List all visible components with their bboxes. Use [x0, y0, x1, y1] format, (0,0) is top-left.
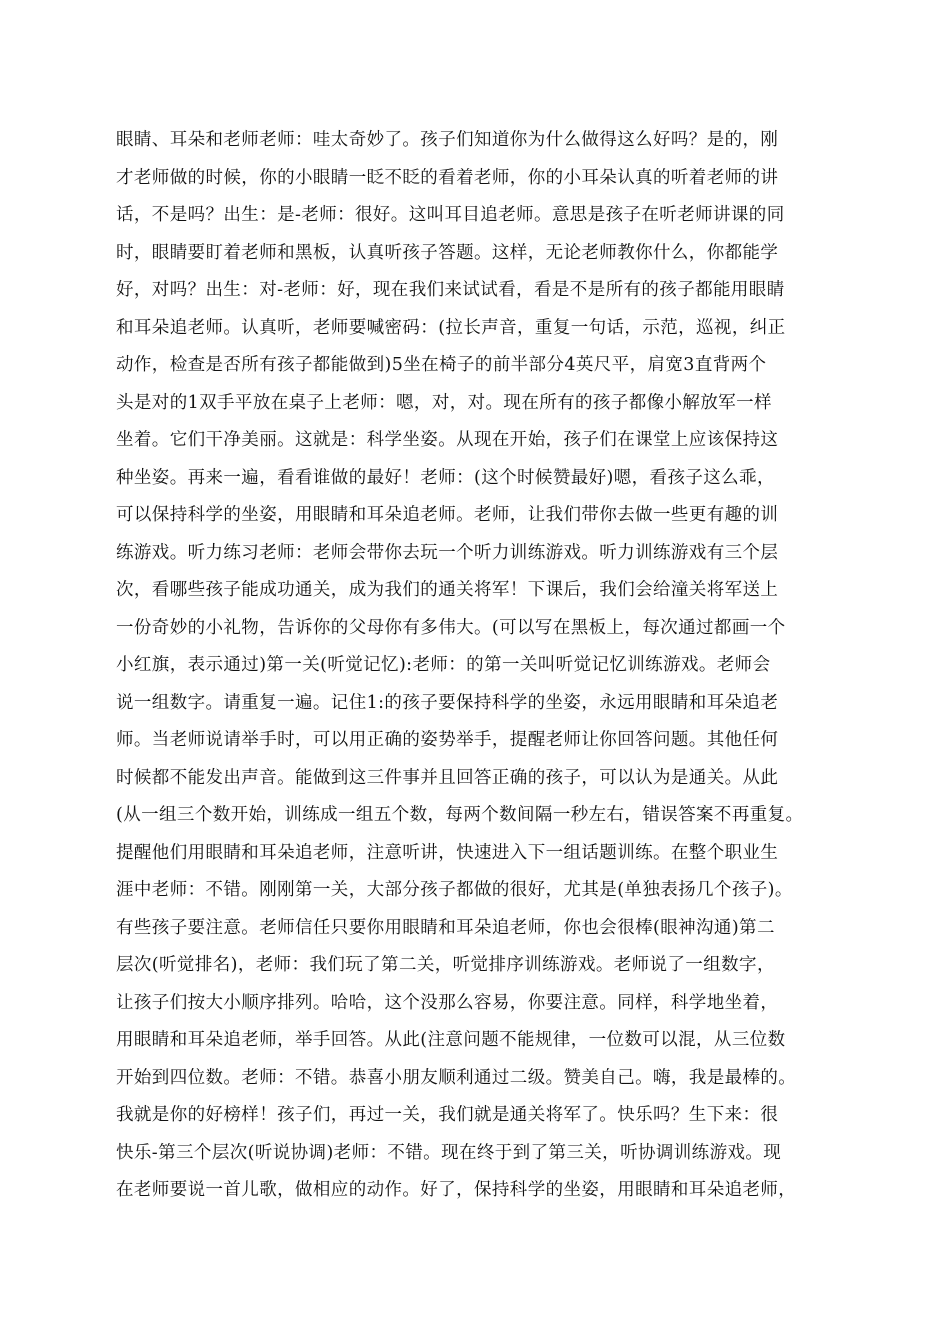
text-line: 师。当老师说请举手时，可以用正确的姿势举手，提醒老师让你回答问题。其他任何: [116, 730, 779, 750]
text-line: 话，不是吗？出生：是-老师：很好。这叫耳目追老师。意思是孩子在听老师讲课的同: [116, 205, 785, 225]
text-line: 有些孩子要注意。老师信任只要你用眼睛和耳朵追老师，你也会很棒(眼神沟通)第二: [116, 917, 775, 938]
text-line: 一份奇妙的小礼物，告诉你的父母你有多伟大。(可以写在黑板上，每次通过都画一个: [116, 617, 786, 638]
text-line: 好，对吗？出生：对-老师：好，现在我们来试试看，看是不是所有的孩子都能用眼睛: [116, 280, 785, 300]
text-line: 说一组数字。请重复一遍。记住1:的孩子要保持科学的坐姿，永远用眼睛和耳朵追老: [116, 692, 779, 713]
text-line: 小红旗，表示通过)第一关(听觉记忆):老师：的第一关叫听觉记忆训练游戏。老师会: [116, 655, 771, 675]
text-line: (从一组三个数开始，训练成一组五个数，每两个数间隔一秒左右，错误答案不再重复。: [116, 805, 804, 825]
text-line: 时候都不能发出声音。能做到这三件事并且回答正确的孩子，可以认为是通关。从此: [116, 767, 779, 788]
body-text: [116, 122, 846, 1210]
text-line: 头是对的1双手平放在桌子上老师：嗯，对，对。现在所有的孩子都像小解放军一样: [116, 392, 772, 413]
text-line: 动作，检查是否所有孩子都能做到)5坐在椅子的前半部分4英尺平，肩宽3直背两个: [116, 355, 767, 375]
text-line: 我就是你的好榜样！孩子们，再过一关，我们就是通关将军了。快乐吗？生下来：很: [116, 1105, 779, 1125]
text-line: 在老师要说一首儿歌，做相应的动作。好了，保持科学的坐姿，用眼睛和耳朵追老师，: [116, 1180, 797, 1200]
text-line: 和耳朵追老师。认真听，老师要喊密码：(拉长声音，重复一句话，示范，巡视，纠正: [116, 317, 786, 338]
text-line: 涯中老师：不错。刚刚第一关，大部分孩子都做的很好，尤其是(单独表扬几个孩子)。: [116, 880, 793, 900]
text-line: 开始到四位数。老师：不错。恭喜小朋友顺利通过二级。赞美自己。嗨，我是最棒的。: [116, 1067, 797, 1088]
text-line: 层次(听觉排名)，老师：我们玩了第二关，听觉排序训练游戏。老师说了一组数字，: [116, 955, 775, 975]
text-line: 让孩子们按大小顺序排列。哈哈，这个没那么容易，你要注意。同样，科学地坐着，: [116, 992, 779, 1013]
text-line: 时，眼睛要盯着老师和黑板，认真听孩子答题。这样，无论老师教你什么，你都能学: [116, 242, 779, 263]
text-line: 坐着。它们干净美丽。这就是：科学坐姿。从现在开始，孩子们在课堂上应该保持这: [116, 430, 779, 450]
text-line: 次，看哪些孩子能成功通关，成为我们的通关将军！下课后，我们会给潼关将军送上: [116, 580, 779, 600]
text-line: 才老师做的时候，你的小眼睛一眨不眨的看着老师，你的小耳朵认真的听着老师的讲: [116, 167, 779, 188]
text-line: 提醒他们用眼睛和耳朵追老师，注意听讲，快速进入下一组话题训练。在整个职业生: [116, 842, 779, 863]
text-line: 用眼睛和耳朵追老师，举手回答。从此(注意问题不能规律，一位数可以混，从三位数: [116, 1030, 786, 1050]
text-line: 种坐姿。再来一遍，看看谁做的最好！老师：(这个时候赞最好)嗯，看孩子这么乖，: [116, 467, 775, 488]
text-line: 眼睛、耳朵和老师老师：哇太奇妙了。孩子们知道你为什么做得这么好吗？是的，刚: [116, 130, 779, 150]
text-line: 可以保持科学的坐姿，用眼睛和耳朵追老师。老师，让我们带你去做一些更有趣的训: [116, 505, 779, 525]
text-line: 快乐-第三个层次(听说协调)老师：不错。现在终于到了第三关，听协调训练游戏。现: [116, 1142, 782, 1163]
text-line: 练游戏。听力练习老师：老师会带你去玩一个听力训练游戏。听力训练游戏有三个层: [116, 542, 779, 563]
